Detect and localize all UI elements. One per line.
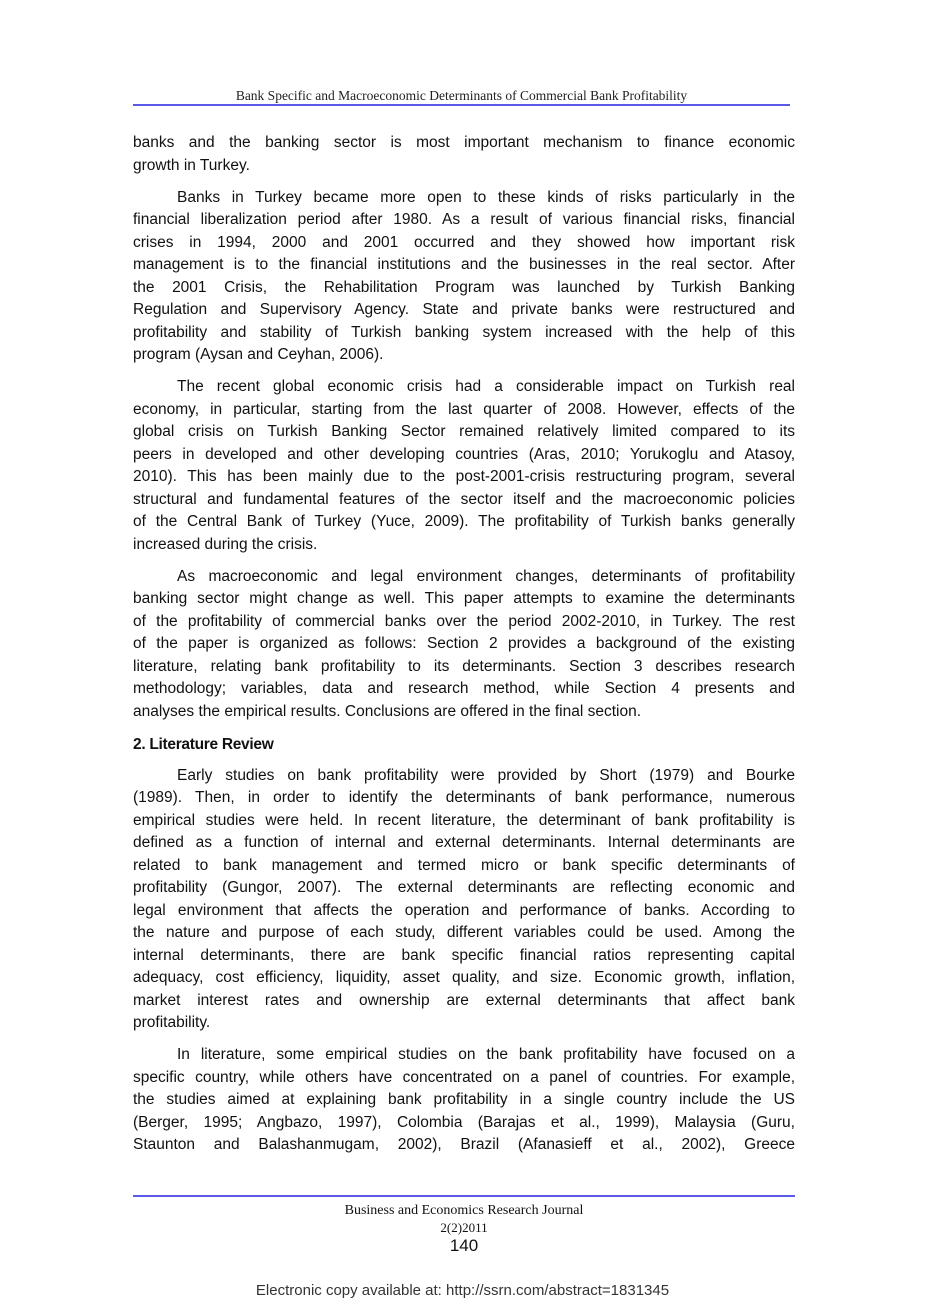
text-line: Banks in Turkey became more open to these kinds of risks particularly in the [177,188,795,206]
page-number: 140 [449,1236,479,1255]
text-line: analyses the empirical results. Conclusions are offered in the final section. [133,702,642,720]
text-line: legal environment that affects the operation and performance of banks. According to [133,901,795,919]
text-line: management is to the financial institutions and the businesses in the real sector. After [133,256,795,273]
body-text [133,132,795,1166]
text-line: methodology; variables, data and research method, while Section 4 presents and [133,680,795,697]
section-heading: 2. Literature Review [133,736,274,753]
paragraph [133,765,795,1035]
text-line: profitability and stability of Turkish banking system increased with the help of this [133,323,795,341]
paragraph [133,132,795,177]
text-line: (Berger, 1995; Angbazo, 1997), Colombia (Barajas et al., 1999), Malaysia (Guru, [133,1113,795,1131]
running-header: Bank Specific and Macroeconomic Determinants of Commercial Bank Profitability [235,88,688,103]
text-line: economy, in particular, starting from the last quarter of 2008. However, effects of the [133,400,795,418]
text-line: growth in Turkey. [133,156,250,174]
text-line: crises in 1994, 2000 and 2001 occurred and they showed how important risk [133,233,795,251]
text-line: profitability (Gungor, 2007). The external determinants are reflecting economic and [133,879,795,896]
text-line: peers in developed and other developing countries (Aras, 2010; Yorukoglu and Atasoy, [133,445,795,463]
text-line: 2010). This has been mainly due to the post-2001-crisis restructuring program, several [133,468,795,485]
text-line: related to bank management and termed micro or bank specific determinants of [133,856,795,874]
text-line: Regulation and Supervisory Agency. State and private banks were restructured and [133,301,795,318]
text-line: internal determinants, there are bank specific financial ratios representing capital [133,946,795,964]
text-line: defined as a function of internal and external determinants. Internal determinants are [133,834,795,851]
text-line: adequacy, cost efficiency, liquidity, asset quality, and size. Economic growth, inflation, [133,969,795,986]
text-line: profitability. [133,1014,211,1031]
text-line: the studies aimed at explaining bank profitability in a single country include the US [133,1091,795,1108]
ssrn-notice: Electronic copy available at: http://ssrn.com/abstract=1831345 [255,1282,670,1299]
text-line: of the paper is organized as follows: Section 2 provides a background of the existing [133,635,795,652]
text-line: literature, relating bank profitability to its determinants. Section 3 describes research [133,657,795,675]
paragraph [133,566,795,724]
journal-issue: 2(2)2011 [440,1220,488,1235]
text-line: financial liberalization period after 1980. As a result of various financial risks, financial [133,211,795,228]
text-line: of the Central Bank of Turkey (Yuce, 2009). The profitability of Turkish banks generally [133,513,795,530]
paragraph [133,1044,795,1157]
paragraph [133,187,795,367]
paragraph [133,376,795,556]
text-line: structural and fundamental features of the sector itself and the macroeconomic policies [133,490,795,508]
text-line: Early studies on bank profitability were provided by Short (1979) and Bourke [177,766,795,784]
text-line: increased during the crisis. [133,535,318,553]
text-line: (1989). Then, in order to identify the determinants of bank performance, numerous [133,789,795,806]
text-line: the 2001 Crisis, the Rehabilitation Program was launched by Turkish Banking [133,278,795,296]
text-line: specific country, while others have concentrated on a panel of countries. For example, [133,1068,795,1086]
text-line: of the profitability of commercial banks over the period 2002-2010, in Turkey. The rest [133,612,795,630]
text-line: program (Aysan and Ceyhan, 2006). [133,346,384,363]
text-line: the nature and purpose of each study, different variables could be used. Among the [133,924,795,941]
text-line: As macroeconomic and legal environment changes, determinants of profitability [177,567,795,585]
text-line: In literature, some empirical studies on the bank profitability have focused on a [177,1046,795,1063]
text-line: banks and the banking sector is most important mechanism to finance economic [133,134,795,151]
text-line: Staunton and Balashanmugam, 2002), Brazil (Afanasieff et al., 2002), Greece [133,1136,795,1153]
text-line: banking sector might change as well. This paper attempts to examine the determinants [133,590,795,607]
text-line: empirical studies were held. In recent literature, the determinant of bank profitability is [133,811,795,829]
header-rule [133,104,790,106]
text-line: global crisis on Turkish Banking Sector remained relatively limited compared to its [133,423,795,440]
intro-paragraphs [133,132,795,723]
literature-paragraphs [133,765,795,1157]
footer-rule [133,1195,795,1197]
journal-name: Business and Economics Research Journal [344,1203,584,1218]
text-line: market interest rates and ownership are external determinants that affect bank [133,991,795,1009]
text-line: The recent global economic crisis had a considerable impact on Turkish real [177,378,795,395]
